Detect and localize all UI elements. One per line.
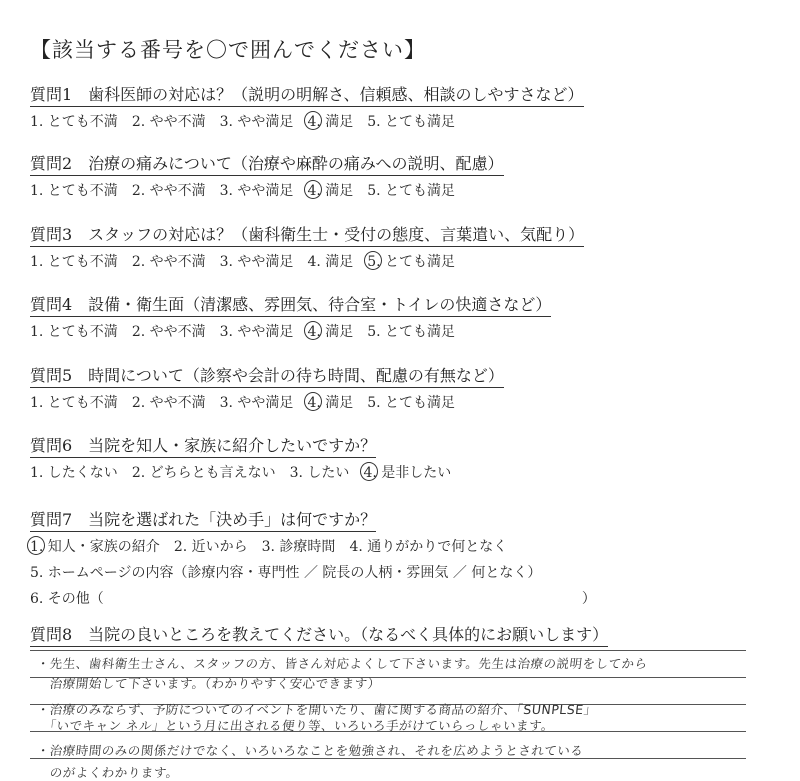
option[interactable]: 4. 通りがかりで何となく bbox=[349, 539, 508, 555]
question-7 bbox=[30, 507, 730, 608]
question-6-title: 質問6 当院を知人・家族に紹介したいですか？ bbox=[30, 433, 376, 458]
selected-option[interactable]: 4. 満足 bbox=[307, 321, 353, 341]
handwritten-answer-line: 治療開始して下さいます。（わかりやすく安心できます） bbox=[36, 676, 382, 691]
question-4 bbox=[30, 292, 730, 341]
selected-option[interactable]: 4. 是非したい bbox=[363, 462, 451, 482]
option[interactable]: 3. やや満足 bbox=[219, 183, 294, 199]
handwritten-answer-line: ・先生、歯科衛生士さん、スタッフの方、皆さん対応よくして下さいます。先生は治療の説明をしてから bbox=[36, 656, 649, 671]
ruled-line bbox=[30, 650, 746, 651]
question-2 bbox=[30, 151, 730, 200]
option[interactable]: 4. 満足 bbox=[307, 254, 354, 270]
question-1 bbox=[30, 82, 730, 131]
question-8 bbox=[30, 622, 730, 647]
option[interactable]: 3. やや満足 bbox=[219, 254, 294, 270]
option[interactable]: 1. とても不満 bbox=[30, 114, 118, 130]
option[interactable]: 3. やや満足 bbox=[219, 324, 294, 340]
selected-option[interactable]: 5. とても満足 bbox=[367, 251, 455, 271]
selected-option[interactable]: 1. 知人・家族の紹介 bbox=[30, 536, 160, 556]
option[interactable]: 1. とても不満 bbox=[30, 183, 118, 199]
option[interactable]: 2. やや不満 bbox=[131, 324, 206, 340]
question-2-title: 質問2 治療の痛みについて（治療や麻酔の痛みへの説明、配慮） bbox=[30, 151, 504, 176]
option[interactable]: 3. やや満足 bbox=[219, 114, 294, 130]
question-1-options bbox=[30, 111, 730, 131]
other-label: 6. その他（ bbox=[30, 591, 104, 607]
instruction-header: 【該当する番号を〇で囲んでください】 bbox=[30, 38, 426, 62]
question-2-options bbox=[30, 180, 730, 200]
question-6-options bbox=[30, 462, 730, 482]
handwritten-answer-line: 「いでキャン ネル」という月に出される便り等、いろいろ手がけていらっしゃいます。 bbox=[36, 718, 555, 733]
selected-option[interactable]: 4. 満足 bbox=[307, 111, 353, 131]
option[interactable]: 2. やや不満 bbox=[131, 254, 206, 270]
option[interactable]: 2. やや不満 bbox=[131, 395, 206, 411]
option[interactable]: 3. 診療時間 bbox=[261, 539, 336, 555]
question-6 bbox=[30, 433, 730, 482]
option[interactable]: 3. したい bbox=[289, 465, 350, 481]
question-3 bbox=[30, 222, 730, 271]
option[interactable]: 1. とても不満 bbox=[30, 395, 118, 411]
question-7-title: 質問7 当院を選ばれた「決め手」は何ですか？ bbox=[30, 507, 376, 532]
option[interactable]: 1. したくない bbox=[30, 465, 118, 481]
option[interactable]: 5. とても満足 bbox=[367, 183, 456, 199]
question-3-title: 質問3 スタッフの対応は？（歯科衛生士・受付の態度、言葉遣い、気配り） bbox=[30, 222, 584, 247]
option[interactable]: 2. やや不満 bbox=[131, 114, 206, 130]
question-7-option-6 bbox=[30, 588, 730, 608]
option[interactable]: 5. とても満足 bbox=[367, 324, 456, 340]
other-close: ） bbox=[581, 591, 596, 607]
option[interactable]: 5. とても満足 bbox=[367, 395, 456, 411]
selected-option[interactable]: 4. 満足 bbox=[307, 392, 353, 412]
handwritten-answer-line: のがよくわかります。 bbox=[36, 765, 180, 780]
question-4-title: 質問4 設備・衛生面（清潔感、雰囲気、待合室・トイレの快適さなど） bbox=[30, 292, 551, 317]
option[interactable]: 2. 近いから bbox=[173, 539, 248, 555]
question-7-options bbox=[30, 536, 730, 556]
question-7-option-5: 5. ホームページの内容（診療内容・専門性 ／ 院長の人柄・雰囲気 ／ 何となく） bbox=[30, 565, 542, 581]
question-5-options bbox=[30, 392, 730, 412]
option[interactable]: 1. とても不満 bbox=[30, 324, 118, 340]
selected-option[interactable]: 4. 満足 bbox=[307, 180, 353, 200]
question-5-title: 質問5 時間について（診察や会計の待ち時間、配慮の有無など） bbox=[30, 363, 504, 388]
option[interactable]: 5. とても満足 bbox=[367, 114, 456, 130]
question-8-title: 質問8 当院の良いところを教えてください。（なるべく具体的にお願いします） bbox=[30, 622, 608, 647]
question-1-title: 質問1 歯科医師の対応は？（説明の明解さ、信頼感、相談のしやすさなど） bbox=[30, 82, 584, 107]
question-5 bbox=[30, 363, 730, 412]
option[interactable]: 1. とても不満 bbox=[30, 254, 118, 270]
question-3-options bbox=[30, 251, 730, 271]
option[interactable]: 2. やや不満 bbox=[131, 183, 206, 199]
option[interactable]: 2. どちらとも言えない bbox=[131, 465, 276, 481]
handwritten-answer-line: ・治療のみならず、予防についてのイベントを開いたり、歯に関する商品の紹介、「SUNPLSE」 bbox=[36, 702, 598, 717]
handwritten-answer-line: ・治療時間のみの関係だけでなく、いろいろなことを勉強され、それを広めようとされている bbox=[36, 743, 585, 758]
question-4-options bbox=[30, 321, 730, 341]
option[interactable]: 3. やや満足 bbox=[219, 395, 294, 411]
